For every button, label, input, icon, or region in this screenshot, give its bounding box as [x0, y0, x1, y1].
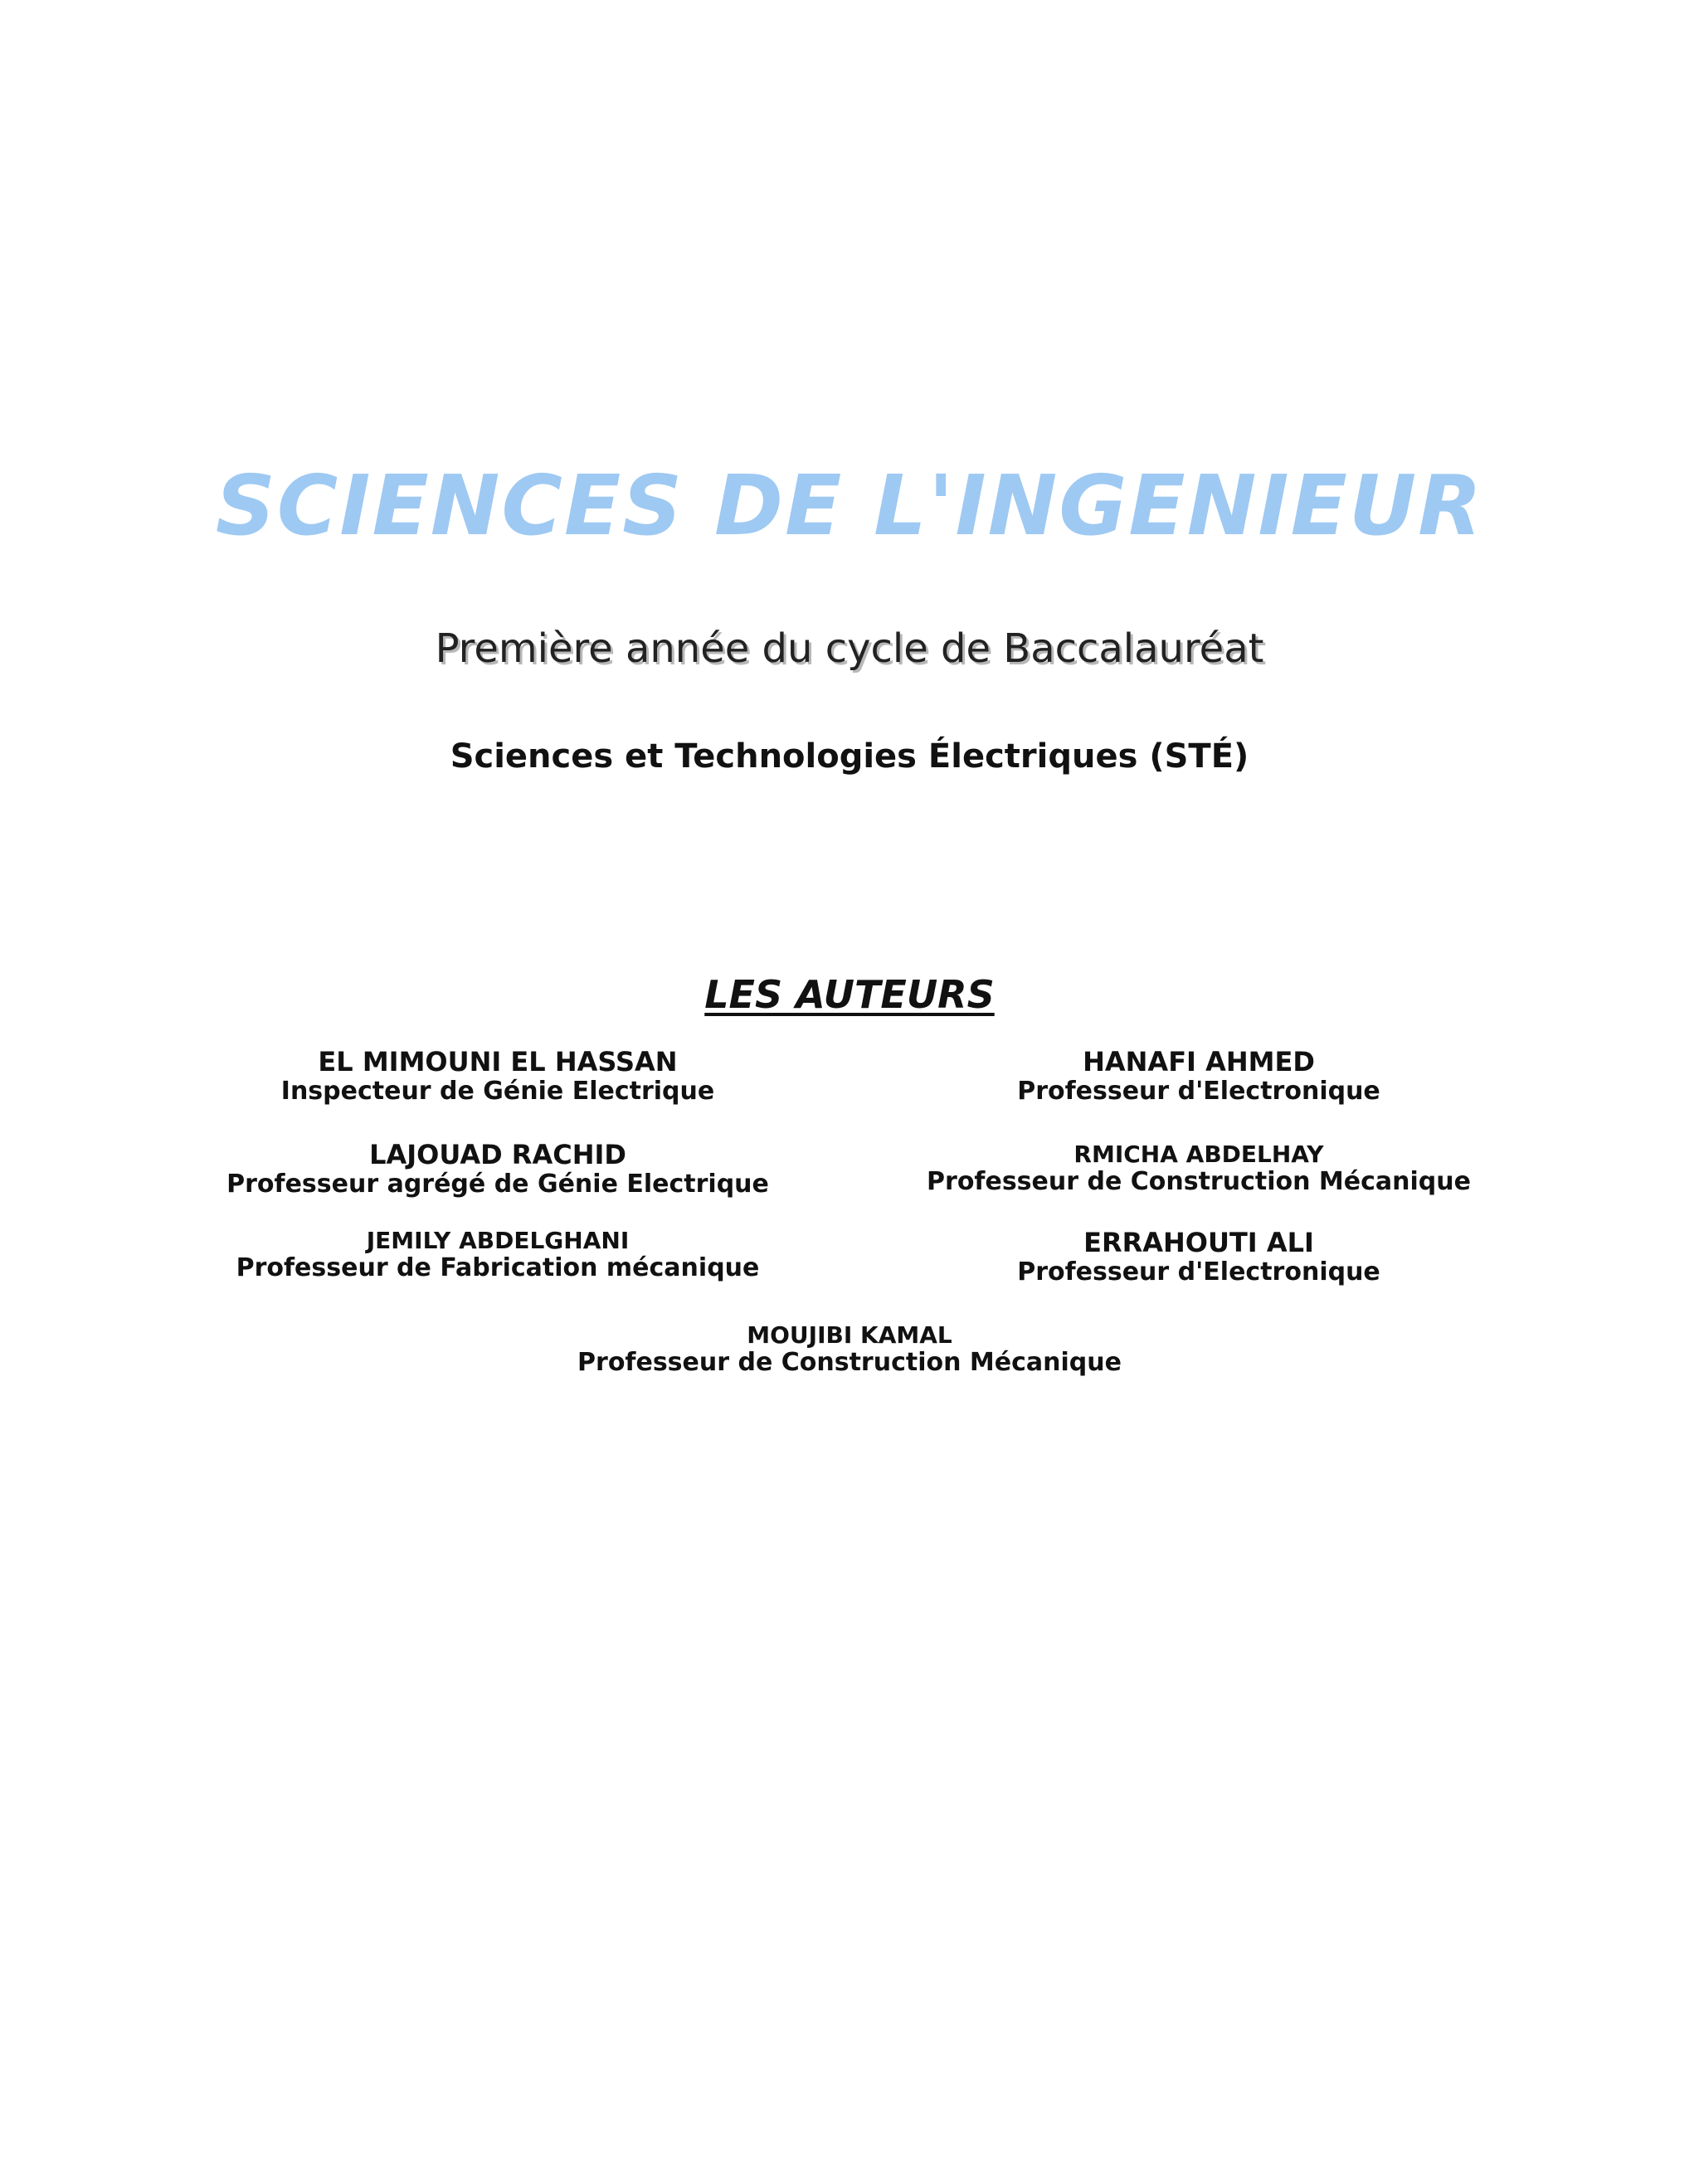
- subtitle: Première année du cycle de Baccalauréat: [435, 625, 1264, 672]
- author-name: ERRAHOUTI ALI: [1083, 1227, 1314, 1258]
- author-role: Professeur d'Electronique: [1017, 1076, 1380, 1106]
- author-name: HANAFI AHMED: [1083, 1046, 1315, 1077]
- author-block: [884, 1047, 1514, 1106]
- program-title: Sciences et Technologies Électriques (STÉ): [450, 737, 1249, 776]
- author-name: EL MIMOUNI EL HASSAN: [318, 1046, 678, 1077]
- author-name: MOUJIBI KAMAL: [747, 1321, 952, 1349]
- author-name: RMICHA ABDELHAY: [1073, 1141, 1324, 1168]
- author-role: Professeur de Fabrication mécanique: [236, 1253, 760, 1283]
- author-block: [884, 1228, 1514, 1287]
- main-title: SCIENCES DE L'INGENIEUR: [215, 457, 1484, 554]
- author-role: Professeur agrégé de Génie Electrique: [226, 1169, 769, 1199]
- author-role: Professeur d'Electronique: [1017, 1257, 1380, 1287]
- author-name: LAJOUAD RACHID: [369, 1139, 626, 1170]
- author-name: JEMILY ABDELGHANI: [366, 1227, 630, 1254]
- author-block: [183, 1228, 813, 1283]
- author-block: [183, 1047, 813, 1106]
- author-role: Professeur de Construction Mécanique: [577, 1348, 1122, 1378]
- author-role: Professeur de Construction Mécanique: [927, 1167, 1471, 1197]
- authors-heading: LES AUTEURS: [704, 972, 995, 1017]
- author-block: [183, 1140, 813, 1199]
- author-role: Inspecteur de Génie Electrique: [280, 1076, 715, 1106]
- author-block: [534, 1322, 1165, 1378]
- author-block: [884, 1141, 1514, 1197]
